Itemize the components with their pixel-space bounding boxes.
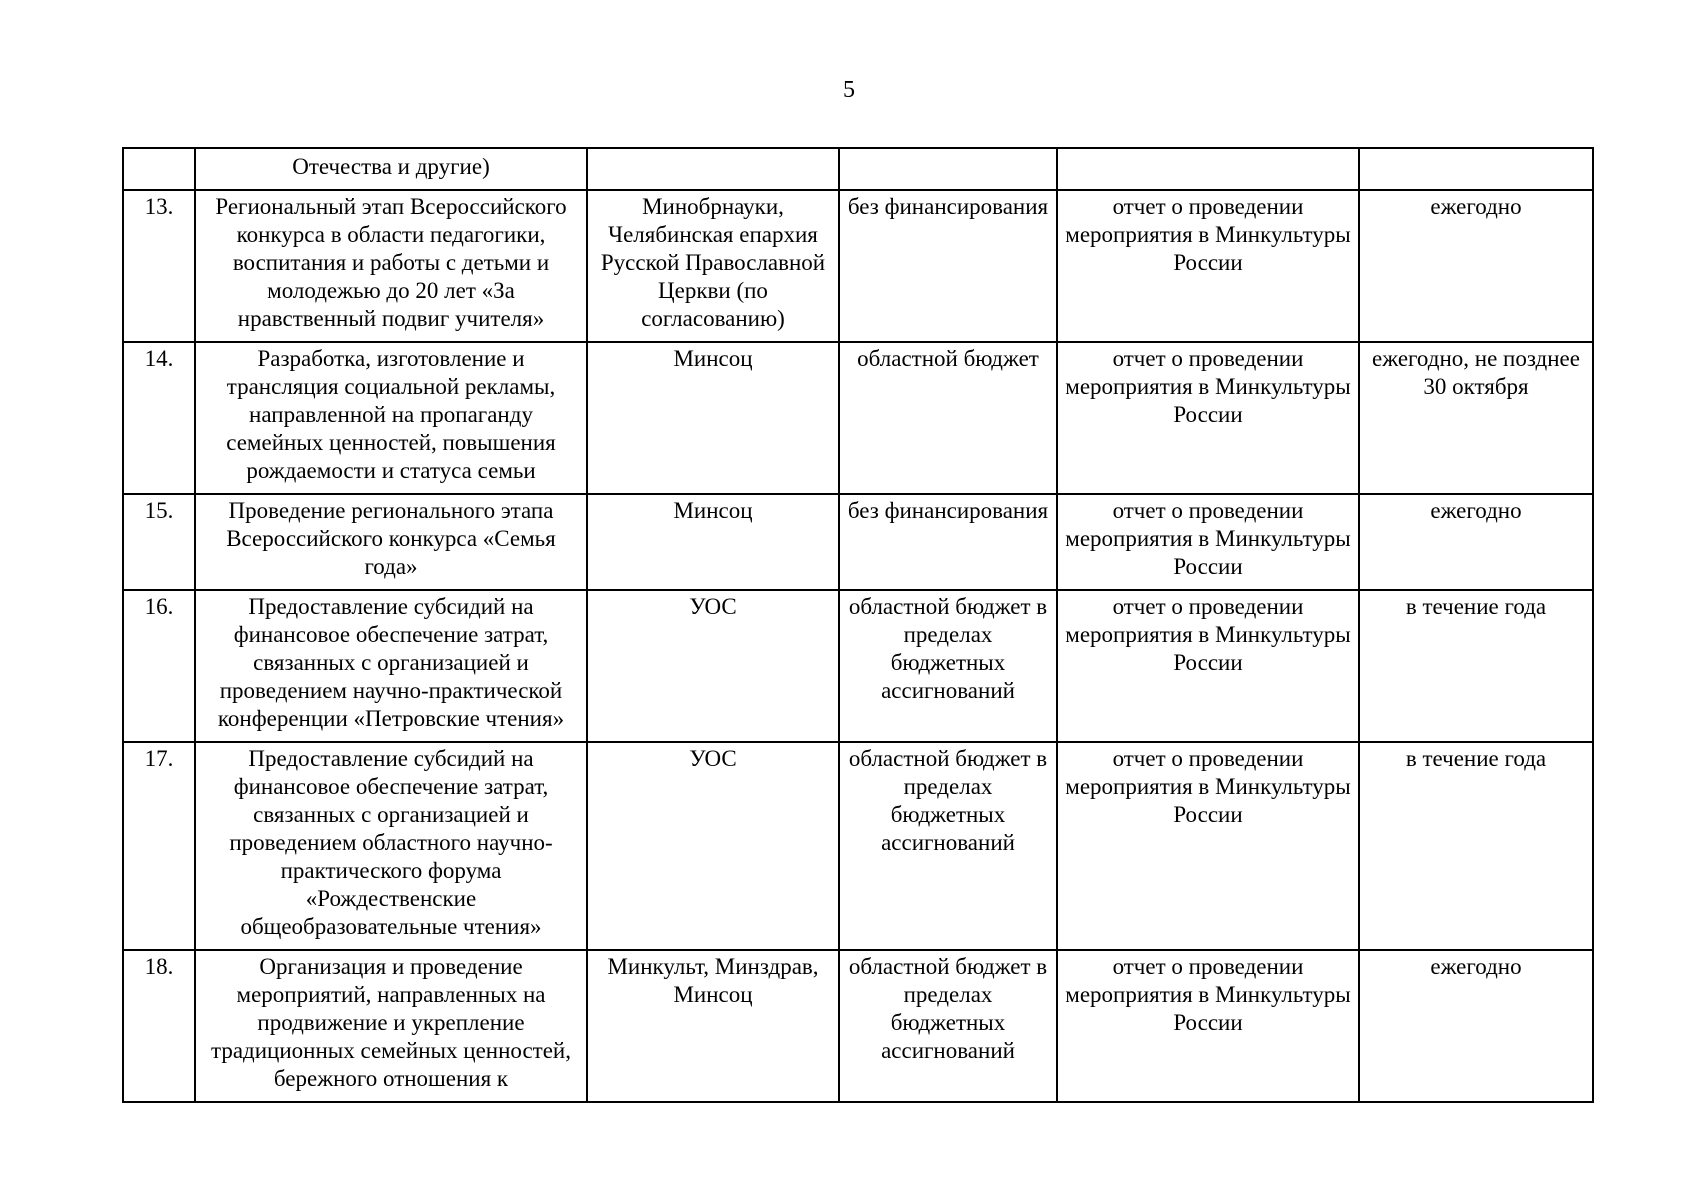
executor-cell: Минобрнауки, Челябинская епархия Русской Православной Церкви (по согласованию) xyxy=(587,190,839,342)
row-number-cell: 17. xyxy=(123,742,195,950)
deadline-cell: ежегодно xyxy=(1359,190,1593,342)
executor-cell: Минкульт, Минздрав, Минсоц xyxy=(587,950,839,1102)
executor-cell xyxy=(587,148,839,190)
deadline-cell: в течение года xyxy=(1359,590,1593,742)
table-row xyxy=(123,590,1593,742)
event-cell: Региональный этап Всероссийского конкурса в области педагогики, воспитания и работы с детьми и молодежью до 20 лет «За нравственный подвиг учителя» xyxy=(195,190,587,342)
table-row xyxy=(123,950,1593,1102)
deadline-cell xyxy=(1359,148,1593,190)
events-table xyxy=(122,147,1594,1103)
row-number-cell: 13. xyxy=(123,190,195,342)
result-cell: отчет о проведении мероприятия в Минкультуры России xyxy=(1057,190,1359,342)
funding-cell: областной бюджет xyxy=(839,342,1057,494)
funding-cell: областной бюджет в пределах бюджетных ассигнований xyxy=(839,742,1057,950)
table-row-continuation xyxy=(123,148,1593,190)
row-number-cell: 15. xyxy=(123,494,195,590)
result-cell: отчет о проведении мероприятия в Минкультуры России xyxy=(1057,950,1359,1102)
row-number-cell: 16. xyxy=(123,590,195,742)
executor-cell: Минсоц xyxy=(587,494,839,590)
result-cell: отчет о проведении мероприятия в Минкультуры России xyxy=(1057,342,1359,494)
deadline-cell: ежегодно xyxy=(1359,950,1593,1102)
row-number-cell: 18. xyxy=(123,950,195,1102)
result-cell: отчет о проведении мероприятия в Минкультуры России xyxy=(1057,494,1359,590)
page-number: 5 xyxy=(843,77,855,103)
table-row xyxy=(123,494,1593,590)
event-cell: Разработка, изготовление и трансляция социальной рекламы, направленной на пропаганду семейных ценностей, повышения рождаемости и статуса семьи xyxy=(195,342,587,494)
event-cell: Отечества и другие) xyxy=(195,148,587,190)
table-row xyxy=(123,190,1593,342)
event-cell: Предоставление субсидий на финансовое обеспечение затрат, связанных с организацией и проведением научно-практической конференции «Петровские чтения» xyxy=(195,590,587,742)
event-cell: Организация и проведение мероприятий, направленных на продвижение и укрепление традиционных семейных ценностей, бережного отношения к xyxy=(195,950,587,1102)
funding-cell: без финансирования xyxy=(839,494,1057,590)
funding-cell: областной бюджет в пределах бюджетных ассигнований xyxy=(839,950,1057,1102)
funding-cell: без финансирования xyxy=(839,190,1057,342)
executor-cell: Минсоц xyxy=(587,342,839,494)
table-row xyxy=(123,342,1593,494)
result-cell: отчет о проведении мероприятия в Минкультуры России xyxy=(1057,590,1359,742)
row-number-cell xyxy=(123,148,195,190)
executor-cell: УОС xyxy=(587,590,839,742)
event-cell: Предоставление субсидий на финансовое обеспечение затрат, связанных с организацией и проведением областного научно-практического форума «Рождественские общеобразовательные чтения» xyxy=(195,742,587,950)
funding-cell: областной бюджет в пределах бюджетных ассигнований xyxy=(839,590,1057,742)
result-cell: отчет о проведении мероприятия в Минкультуры России xyxy=(1057,742,1359,950)
event-cell: Проведение регионального этапа Всероссийского конкурса «Семья года» xyxy=(195,494,587,590)
deadline-cell: ежегодно, не позднее 30 октября xyxy=(1359,342,1593,494)
table-row xyxy=(123,742,1593,950)
executor-cell: УОС xyxy=(587,742,839,950)
deadline-cell: в течение года xyxy=(1359,742,1593,950)
row-number-cell: 14. xyxy=(123,342,195,494)
result-cell xyxy=(1057,148,1359,190)
funding-cell xyxy=(839,148,1057,190)
deadline-cell: ежегодно xyxy=(1359,494,1593,590)
